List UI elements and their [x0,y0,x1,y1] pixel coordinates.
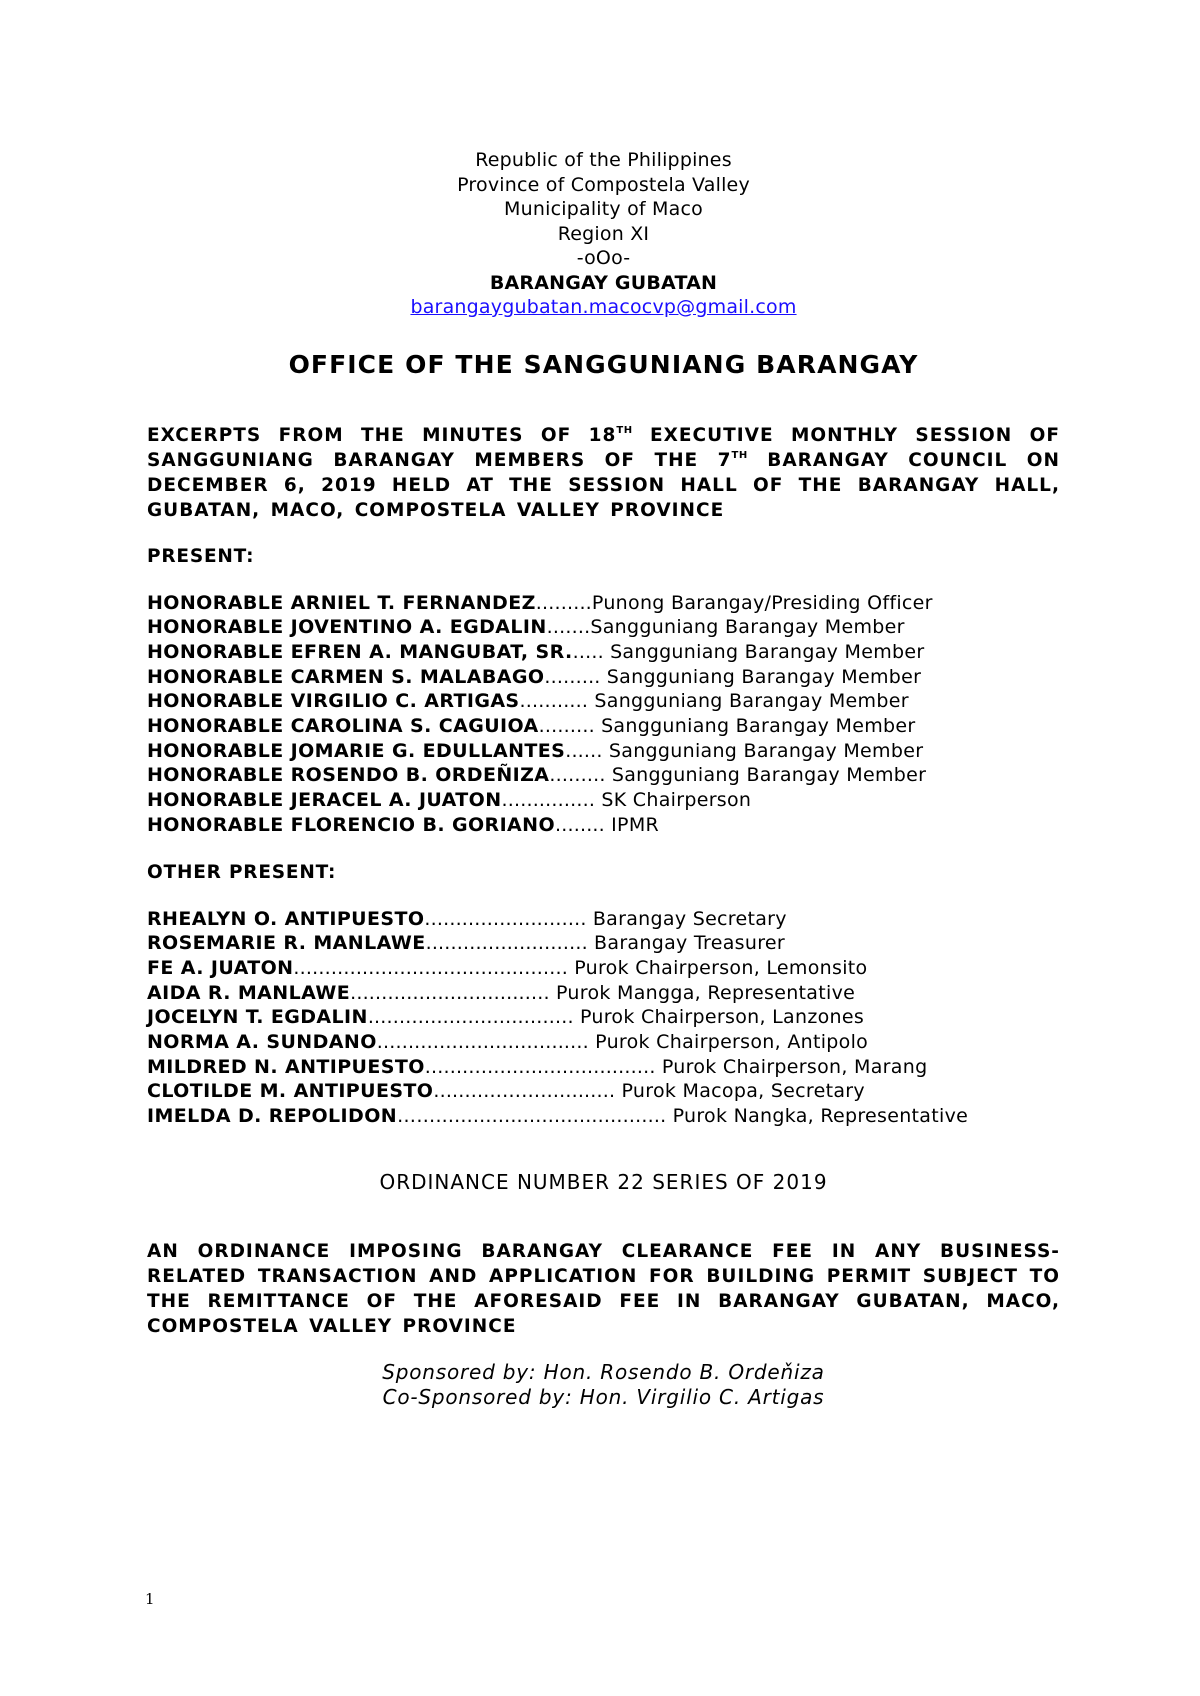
attendee-role: Purok Chairperson, Lanzones [579,1006,865,1029]
other-present-row [147,1104,1060,1129]
leader-dots: ................................ [350,981,556,1004]
letterhead [147,148,1060,320]
leader-dots: ...........……............ [433,1080,622,1103]
present-row [147,665,1060,690]
other-present-list [147,907,1060,1129]
ordinance-number: ORDINANCE NUMBER 22 SERIES OF 2019 [379,1169,828,1194]
office-title: OFFICE OF THE SANGGUNIANG BARANGAY [288,349,919,379]
attendee-name: CLOTILDE M. ANTIPUESTO [147,1080,434,1103]
other-present-row [147,1030,1060,1055]
attendee-role: Purok Nangka, Representative [672,1105,969,1128]
leader-dots: ...... [565,739,609,762]
leader-dots: ......... [538,715,602,738]
member-name: HONORABLE CAROLINA S. CAGUIOA [147,715,539,738]
attendee-name: JOCELYN T. EGDALIN [147,1006,368,1029]
other-present-row [147,907,1060,932]
excerpt-part-1: EXCERPTS FROM THE MINUTES OF 18 [147,424,617,446]
attendee-role: Purok Chairperson, Marang [661,1055,928,1078]
member-role: Sangguniang Barangay Member [610,640,925,663]
member-name: HONORABLE JOVENTINO A. EGDALIN [147,616,547,639]
attendee-role: Purok Macopa, Secretary [621,1080,865,1103]
member-role: Sangguniang Barangay Member [590,616,905,639]
leader-dots: ................................. [367,1006,580,1029]
excerpt-part-2: EXECUTIVE MONTHLY SESSION OF SANGGUNIANG BARANGAY MEMBERS OF THE 7 [147,424,1060,471]
member-name: HONORABLE EFREN A. MANGUBAT, SR. [147,640,573,663]
member-name: HONORABLE ARNIEL T. FERNANDEZ [147,591,536,614]
present-row [147,615,1060,640]
attendee-role: Barangay Secretary [592,907,787,930]
excerpt-superscript-1: TH [616,424,633,436]
member-name: HONORABLE ROSENDO B. ORDEÑIZA [147,764,550,787]
leader-dots: ..... [572,640,611,663]
leader-dots: .......................... [424,907,593,930]
header-province: Province of Compostela Valley [457,173,750,196]
leader-dots: ............... [501,789,602,812]
present-row [147,591,1060,616]
excerpt-paragraph [147,423,1060,523]
present-row [147,813,1060,838]
present-label: PRESENT: [147,545,255,567]
attendee-name: RHEALYN O. ANTIPUESTO [147,907,425,930]
member-role: IPMR [611,813,660,836]
leader-dots: .................................. [376,1031,596,1054]
member-role: Punong Barangay/Presiding Officer [591,591,933,614]
present-row [147,714,1060,739]
present-row [147,689,1060,714]
other-present-row [147,956,1060,981]
member-role: Sangguniang Barangay Member [611,764,927,787]
header-barangay: BARANGAY GUBATAN [489,271,718,294]
leader-dots: ..................................... [424,1055,662,1078]
attendee-role: Barangay Treasurer [594,932,785,955]
excerpt-part-3: BARANGAY COUNCIL ON DECEMBER 6, 2019 HELD AT THE SESSION HALL OF THE BARANGAY HALL, GUBATAN, MACO, COMPOSTELA VALLEY PROVINCE [147,449,1061,521]
attendee-role: Purok Chairperson, Lemonsito [574,956,868,979]
attendee-name: NORMA A. SUNDANO [147,1031,377,1054]
attendee-name: AIDA R. MANLAWE [147,981,351,1004]
present-row [147,640,1060,665]
present-list [147,591,1060,838]
attendee-name: FE A. JUATON [147,956,294,979]
other-present-row [147,981,1060,1006]
attendee-role: Purok Mangga, Representative [556,981,856,1004]
attendee-name: IMELDA D. REPOLIDON [147,1105,398,1128]
leader-dots: ............................................ [293,956,575,979]
other-present-label: OTHER PRESENT: [147,861,337,883]
leader-dots: ……..................................... [397,1105,673,1128]
leader-dots: ......... [549,764,612,787]
present-row [147,763,1060,788]
email-link[interactable]: barangaygubatan.macocvp@gmail.com [410,296,797,318]
page-number: 1 [145,1590,155,1608]
leader-dots: ......... [535,591,592,614]
leader-dots: .......................... [425,932,595,955]
header-ornament: -oOo- [576,247,631,269]
member-name: HONORABLE JERACEL A. JUATON [147,789,502,812]
other-present-row [147,931,1060,956]
member-role: Sangguniang Barangay Member [594,690,909,713]
leader-dots: ....... [546,616,591,639]
header-municipality: Municipality of Maco [504,198,703,220]
present-row [147,739,1060,764]
header-region: Region XI [557,222,650,245]
leader-dots: ........... [519,690,595,713]
header-republic: Republic of the Philippines [475,149,732,171]
member-role: Sangguniang Barangay Member [606,665,922,688]
excerpt-superscript-2: TH [731,449,748,461]
member-role: Sangguniang Barangay Member [601,715,916,738]
attendee-name: MILDRED N. ANTIPUESTO [147,1055,425,1078]
attendee-name: ROSEMARIE R. MANLAWE [147,932,426,955]
co-sponsored-by: Co-Sponsored by: Hon. Virgilio C. Artigas [382,1384,825,1409]
member-name: HONORABLE VIRGILIO C. ARTIGAS [147,690,520,713]
member-role: Sangguniang Barangay Member [608,739,924,762]
member-name: HONORABLE FLORENCIO B. GORIANO [147,813,555,836]
leader-dots: ........ [555,813,612,836]
member-role: SK Chairperson [601,789,752,812]
member-name: HONORABLE CARMEN S. MALABAGO [147,665,545,688]
attendee-role: Purok Chairperson, Antipolo [595,1031,869,1054]
present-row [147,788,1060,813]
leader-dots: ......... [544,665,607,688]
ordinance-title: AN ORDINANCE IMPOSING BARANGAY CLEARANCE FEE IN ANY BUSINESS-RELATED TRANSACTION AND APPLICATION FOR BUILDING PERMIT SUBJECT TO THE REMITTANCE OF THE AFORESAID FEE IN BARANGAY GUBATAN, MACO, COMPOSTELA VALLEY PROVINCE [147,1240,1060,1337]
member-name: HONORABLE JOMARIE G. EDULLANTES [147,739,566,762]
other-present-row [147,1079,1060,1104]
document-body [147,148,1060,1410]
other-present-row [147,1005,1060,1030]
other-present-row [147,1055,1060,1080]
sponsored-by: Sponsored by: Hon. Rosendo B. Ordeňiza [382,1359,825,1384]
